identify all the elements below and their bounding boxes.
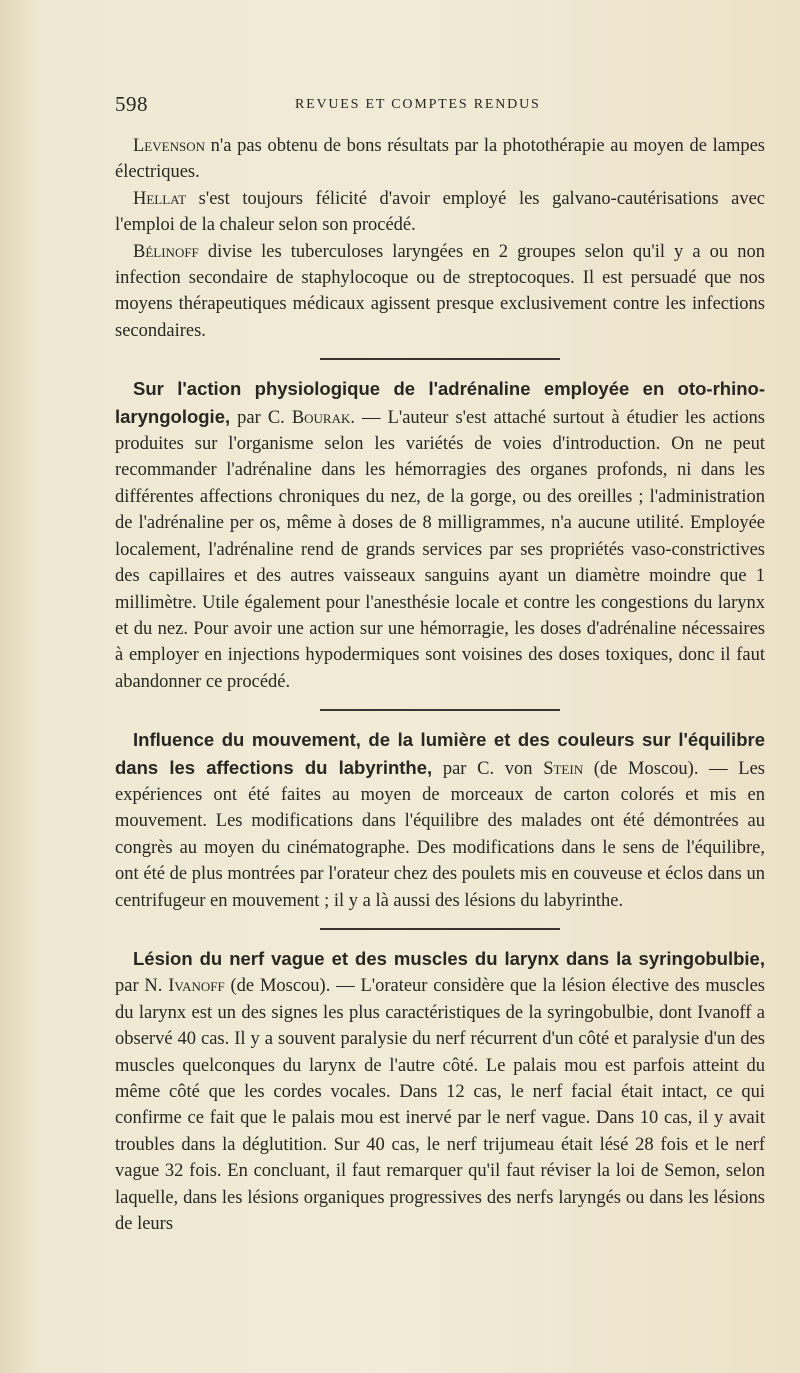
intro-paragraph (115, 239, 765, 345)
section-divider (320, 928, 560, 930)
intro-paragraph (115, 186, 765, 239)
article-adrenaline (115, 376, 765, 695)
article-byline: par N. (115, 976, 169, 997)
author-name: Levenson (133, 136, 205, 156)
author-name: Stein (543, 758, 584, 779)
paragraph-text: s'est toujours félicité d'avoir employé les galvano-cautérisations avec l'emploi de la chaleur selon son procédé. (115, 188, 765, 236)
article-byline: par C. von (432, 758, 544, 779)
author-name: Bélinoff (133, 241, 199, 262)
article-text: (de Moscou). — L'orateur considère que la lésion élective des muscles du larynx est un des signes les plus caractéristiques de la syringobulbie, dont Ivanoff a observé 40 cas. Il y a souvent paralysie du nerf récurrent d'un côté et paralysie d'un des muscles quelconques du larynx de l'autre côté. Le palais mou est parfois atteint du même côté que les cordes vocales. Dans 12 cas, le nerf facial était intact, ce qui confirme ce fait que le palais mou est inervé par le nerf vague. Dans 10 cas, il y avait troubles dans la déglutition. Sur 40 cas, le nerf trijumeau était lésé 28 fois et le nerf vague 32 fois. En concluant, il faut remarquer qu'il faut réviser la loi de Semon, selon laquelle, dans les lésions organiques progressives des nerfs laryngés ou dans les lésions de leurs (115, 976, 765, 1235)
article-vagus-nerve (115, 946, 765, 1237)
article-title: Influence du mouvement, de la lumière et des couleurs sur l'équilibre dans les affections du labyrinthe, (115, 729, 765, 778)
paragraph-text: divise les tuberculoses laryngées en 2 groupes selon qu'il y a ou non infection secondaire de staphylocoque ou de streptocoques. Il est persuadé que nos moyens thérapeutiques médicaux agissent presque exclusivement contre les infections secondaires. (115, 241, 765, 341)
running-head: REVUES ET COMPTES RENDUS (295, 97, 541, 112)
article-text: (de Moscou). — Les expériences ont été faites au moyen de morceaux de carton colorés et mis en mouvement. Les modifications dans l'équilibre des malades ont été démontrées au congrès au moyen du cinématographe. Des modifications dans le sens de l'équilibre, ont été de plus montrées par l'orateur chez des poulets mis en couveuse et éclos dans un centrifugeur en mouvement ; il y a là aussi des lésions du labyrinthe. (115, 758, 766, 911)
article-title: Sur l'action physiologique de l'adrénaline employée en oto-rhino-laryngologie, (115, 378, 765, 427)
page-number: 598 (115, 92, 148, 116)
author-name: Bourak (291, 407, 351, 428)
intro-paragraph (115, 133, 765, 186)
article-text: . — L'auteur s'est attaché surtout à étudier les actions produites sur l'organisme selon les variétés de voies d'introduction. On ne peut recommander l'adrénaline dans les hémorragies des organes profonds, ni dans les différentes affections chroniques du nez, de la gorge, ou des oreilles ; l'administration de l'adrénaline per os, même à doses de 8 milligrammes, n'a aucune utilité. Employée localement, l'adrénaline rend de grands services par ses propriétés vaso-constrictives des capillaires et des autres vaisseaux sanguins ayant un diamètre moindre que 1 millimètre. Utile également pour l'anesthésie locale et contre les congestions du larynx et du nez. Pour avoir une action sur une hémorragie, les doses d'adrénaline nécessaires à employer en injections hypodermiques sont voisines des doses toxiques, donc il faut abandonner ce procédé. (115, 407, 765, 692)
section-divider (320, 709, 560, 711)
paragraph-text: n'a pas obtenu de bons résultats par la photothérapie au moyen de lampes électriques. (115, 136, 765, 183)
author-name: Hellat (133, 188, 187, 209)
page-body (115, 133, 765, 1237)
page-header (115, 92, 765, 122)
article-title: Lésion du nerf vague et des muscles du larynx dans la syringobulbie, (133, 947, 765, 969)
section-divider (320, 358, 560, 360)
article-byline: par C. (230, 407, 292, 428)
article-labyrinth (115, 727, 765, 914)
author-name: Ivanoff (168, 976, 225, 997)
